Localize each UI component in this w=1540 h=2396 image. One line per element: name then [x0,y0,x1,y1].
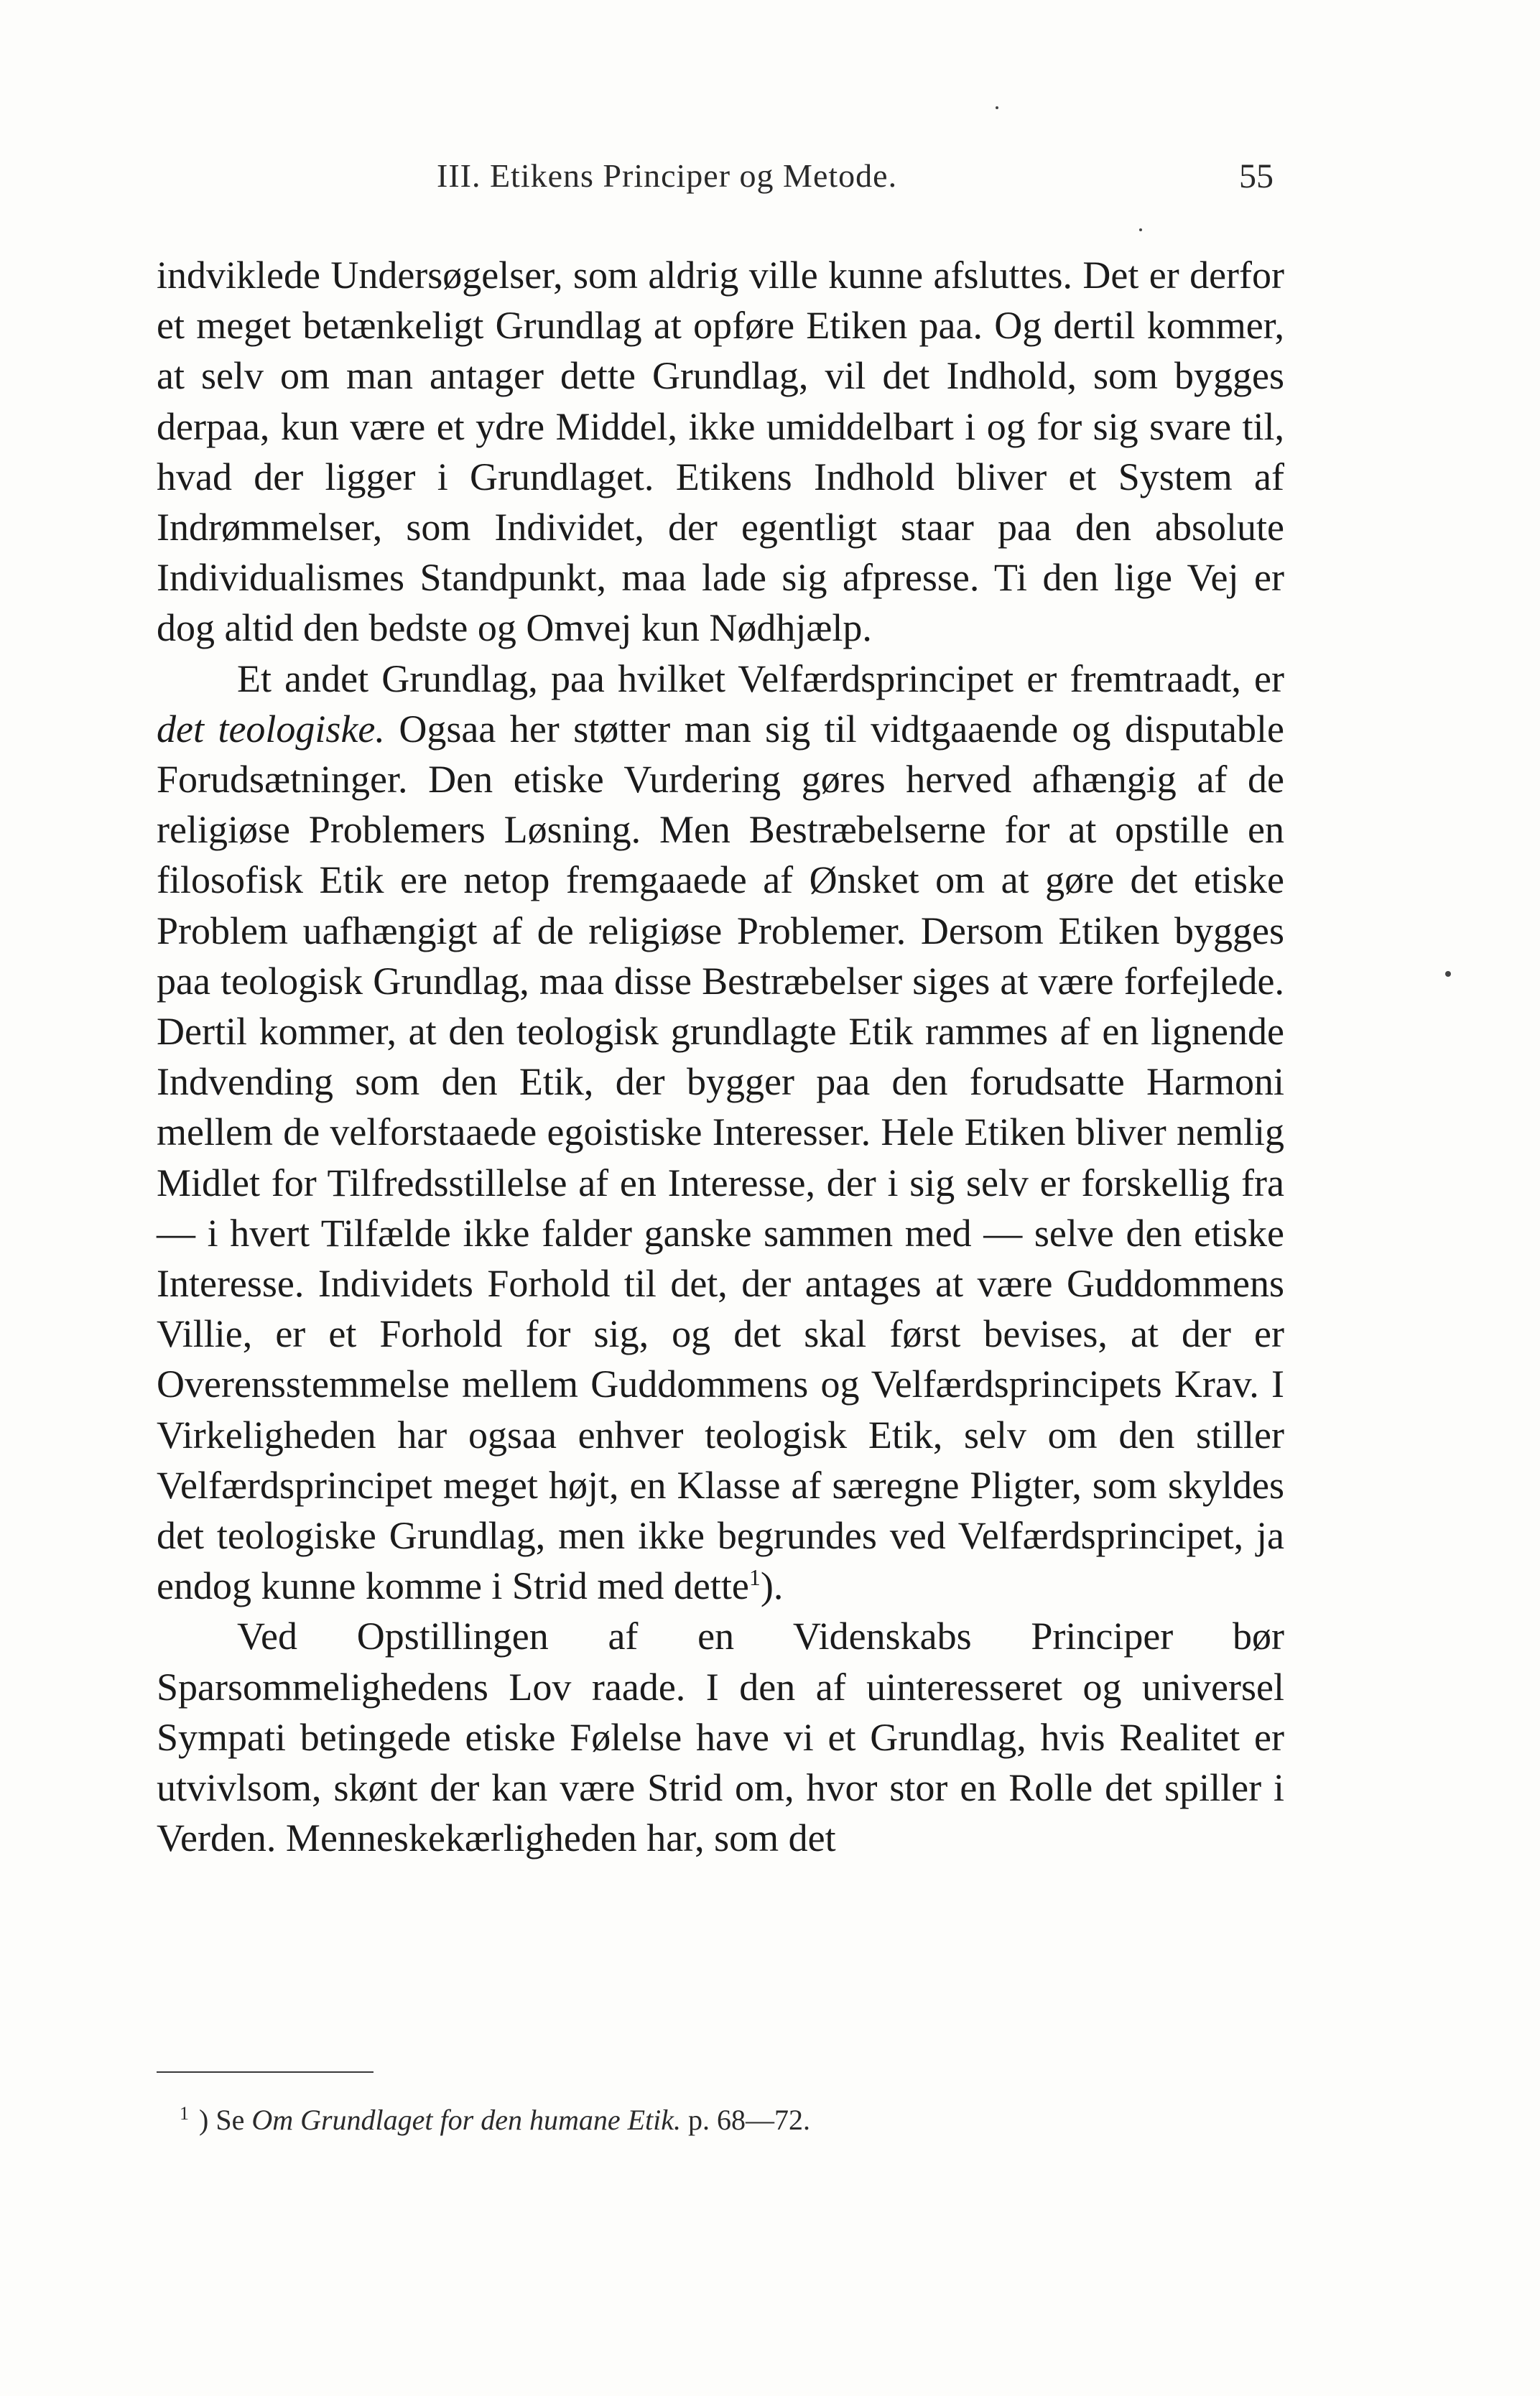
page-number: 55 [1239,157,1274,195]
emphasis-teologiske: det teologiske. [157,707,385,751]
paragraph-2-end: ). [760,1564,784,1608]
print-speck [1139,228,1142,231]
footnote-mark: 1 [180,2102,189,2124]
paragraph-1: indviklede Undersøgelser, som aldrig ville kunne afsluttes. Det er derfor et meget betænkeligt Grundlag at opføre Etiken paa. Og dertil kommer, at selv om man antager dette Grundlag, vil det Indhold, som bygges derpaa, kun være et ydre Middel, ikke umiddelbart i og for sig svare til, hvad der ligger i Grundlaget. Etikens Indhold bliver et System af Indrømmelser, som Individet, der egentligt staar paa den absolute Individualismes Standpunkt, maa lade sig afpresse. Ti den lige Vej er dog altid den bedste og Omvej kun Nødhjælp. [157,254,1284,650]
running-head: III. Etikens Principer og Metode. [437,157,898,194]
paragraph-3: Ved Opstillingen af en Videnskabs Principer bør Sparsommelighedens Lov raade. I den af uinteresseret og universel Sympati betingede etiske Følelse have vi et Grundlag, hvis Realitet er utvivlsom, skønt der kan være Strid om, hvor stor en Rolle det spiller i Verden. Menneskekærligheden har, som det [157,1615,1284,1860]
paragraph-2-body: Ogsaa her støtter man sig til vidtgaaende og disputable Forudsætninger. Den etiske Vurdering gøres herved afhængig af de religiøse Problemers Løsning. Men Bestræbelserne for at opstille en filosofisk Etik ere netop fremgaaede af Ønsket om at gøre det etiske Problem uafhængigt af de religiøse Problemer. Dersom Etiken bygges paa teologisk Grundlag, maa disse Bestræbelser siges at være forfejlede. Dertil kommer, at den teologisk grundlagte Etik rammes af en lignende Indvending som den Etik, der bygger paa den forudsatte Harmoni mellem de velforstaaede egoistiske Interesser. Hele Etiken bliver nemlig Midlet for Tilfredsstillelse af en Interesse, der i sig selv er forskellig fra — i hvert Tilfælde ikke falder ganske sammen med — selve den etiske Interesse. Individets Forhold til det, der antages at være Guddommens Villie, er et Forhold for sig, og det skal først bevises, at der er Overensstemmelse mellem Guddommens og Velfærdsprincipets Krav. I Virkeligheden har ogsaa enhver teologisk Etik, selv om den stiller Velfærdsprincipet meget højt, en Klasse af særegne Pligter, som skyldes det teologiske Grundlag, men ikke begrundes ved Velfærdsprincipet, ja endog kunne komme i Strid med dette [157,707,1284,1608]
body-text [157,250,1284,1864]
footnote-divider [157,2071,374,2073]
footnote-pages: p. 68—72. [688,2104,811,2136]
print-speck [1445,971,1451,977]
paragraph-2-start: Et andet Grundlag, paa hvilket Velfærdsprincipet er fremtraadt, er [237,656,1284,700]
print-speck [996,106,998,109]
footnote-prefix: ) Se [199,2104,245,2136]
footnote-reference: 1 [748,1564,761,1591]
page-header [157,157,1274,207]
footnote-title: Om Grundlaget for den humane Etik. [251,2104,682,2136]
footnote [180,2103,1185,2137]
paragraph-2 [157,654,1284,1612]
